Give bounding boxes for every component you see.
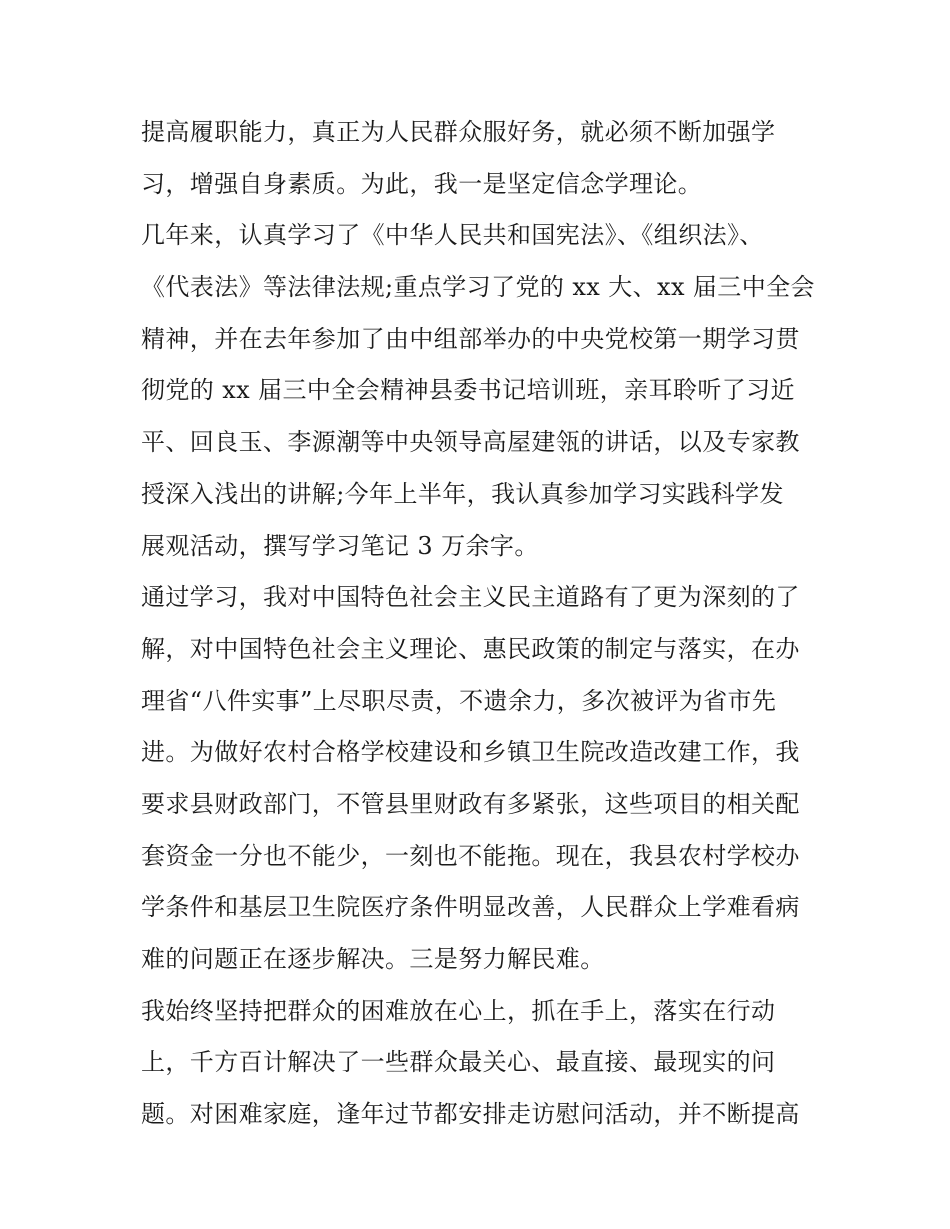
text-line: 通过学习，我对中国特色社会主义民主道路有了更为深刻的了	[141, 583, 800, 612]
text-line: 授深入浅出的讲解;今年上半年，我认真参加学习实践科学发	[141, 479, 784, 508]
text-line: 解，对中国特色社会主义理论、惠民政策的制定与落实，在办	[141, 634, 800, 663]
text-line: 进。为做好农村合格学校建设和乡镇卫生院改造改建工作，我	[141, 738, 800, 767]
text-line: 彻党的 xx 届三中全会精神县委书记培训班，亲耳聆听了习近	[141, 376, 795, 405]
body-text	[141, 107, 821, 1141]
text-line: 《代表法》等法律法规;重点学习了党的 xx 大、xx 届三中全会	[141, 273, 815, 302]
text-line: 难的问题正在逐步解决。三是努力解民难。	[141, 945, 605, 973]
text-line: 精神，并在去年参加了由中组部举办的中央党校第一期学习贯	[141, 324, 800, 353]
text-line: 展观活动，撰写学习笔记 3 万余字。	[141, 531, 539, 560]
text-line: 要求县财政部门，不管县里财政有多紧张，这些项目的相关配	[141, 789, 800, 818]
text-line: 学条件和基层卫生院医疗条件明显改善，人民群众上学难看病	[141, 893, 800, 922]
text-line: 习，增强自身素质。为此，我一是坚定信念学理论。	[141, 169, 703, 198]
text-line: 套资金一分也不能少，一刻也不能拖。现在，我县农村学校办	[141, 841, 800, 870]
text-line: 平、回良玉、李源潮等中央领导高屋建瓴的讲话，以及专家教	[141, 428, 800, 457]
text-line: 几年来，认真学习了《中华人民共和国宪法》、《组织法》、	[141, 221, 764, 250]
text-line: 题。对困难家庭，逢年过节都安排走访慰问活动，并不断提高	[141, 1100, 800, 1129]
text-line: 理省“八件实事”上尽职尽责，不遗余力，多次被评为省市先	[141, 686, 777, 715]
text-line: 上，千方百计解决了一些群众最关心、最直接、最现实的问	[141, 1048, 776, 1077]
text-line: 提高履职能力，真正为人民群众服好务，就必须不断加强学	[141, 118, 776, 146]
text-line: 我始终坚持把群众的困难放在心上，抓在手上，落实在行动	[141, 996, 776, 1025]
